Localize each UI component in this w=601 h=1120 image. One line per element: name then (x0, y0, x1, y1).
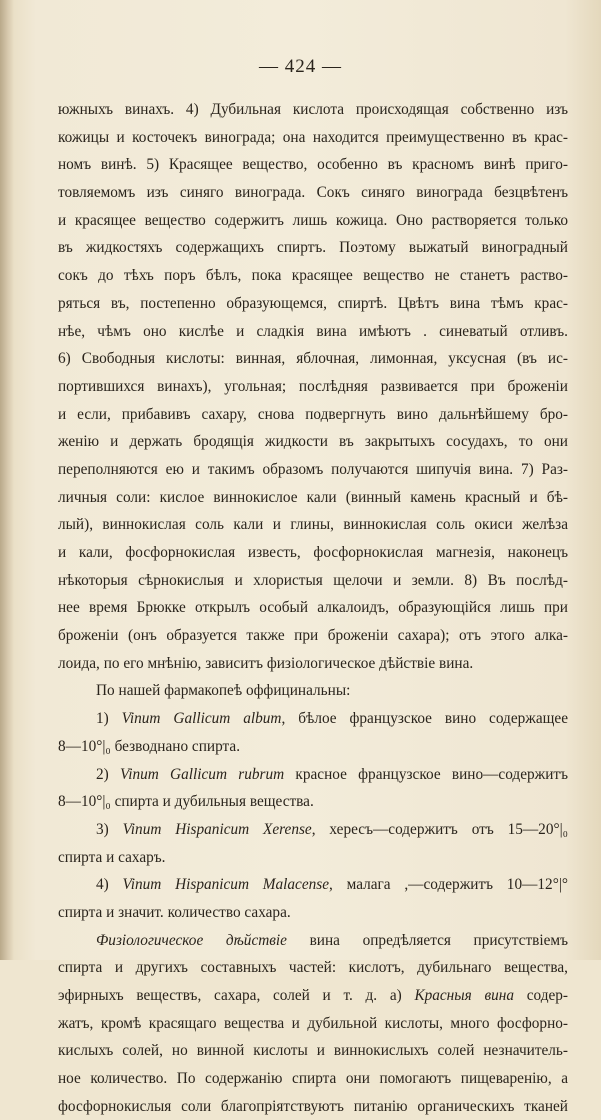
text-segment: 4) (96, 876, 123, 894)
italic-term: Vinum Gallicum album (121, 710, 282, 728)
text-line (58, 290, 568, 318)
text-segment: нее время Брюкке открылъ особый алкалоидъ, образующійся лишь при (58, 599, 568, 617)
text-line (58, 622, 568, 650)
text-segment: спирта и другихъ составныхъ частей: кислотъ, дубильнаго вещества, (58, 959, 568, 977)
text-line (58, 179, 568, 207)
text-segment: ное количество. По содержанію спирта они помогаютъ пищеваренію, а (58, 1070, 568, 1088)
text-segment: номъ винѣ. 5) Красящее вещество, особенно въ красномъ винѣ приго- (58, 156, 568, 174)
text-line (58, 456, 568, 484)
text-segment: ряться въ, постепенно образующемся, спиртѣ. Цвѣтъ вина тѣмъ крас- (58, 294, 568, 312)
text-segment: , хересъ—содержитъ отъ 15—20°|₀ (311, 820, 568, 838)
text-segment: , малага ,—содержитъ 10—12°|° (329, 876, 568, 894)
text-line (58, 567, 568, 595)
text-line (58, 124, 568, 152)
text-line (58, 539, 568, 567)
text-line (58, 982, 568, 1010)
text-line (58, 96, 568, 124)
text-line (58, 318, 568, 346)
text-line (58, 927, 568, 955)
text-segment: лоида, по его мнѣнію, зависитъ физіологическое дѣйствіе вина. (58, 654, 474, 672)
text-line (58, 594, 568, 622)
text-segment: эфирныхъ веществъ, сахара, солей и т. д. а) (58, 987, 415, 1004)
text-line (58, 871, 568, 899)
text-segment: въ жидкостяхъ содержащихъ спиртъ. Поэтому выжатый виноградный (58, 239, 568, 257)
text-segment: 3) (96, 820, 123, 838)
text-segment: спирта и значит. количество сахара. (58, 903, 291, 921)
text-line (58, 234, 568, 262)
binding-shadow (0, 0, 14, 960)
text-segment: кожицы и косточекъ винограда; она находится преимущественно въ крас- (58, 128, 568, 146)
text-line (58, 401, 568, 429)
text-line (58, 1037, 568, 1065)
text-segment: нѣе, чѣмъ оно кислѣе и сладкія вина имѣютъ . синеватый отливъ. (58, 322, 568, 340)
text-line (58, 484, 568, 512)
text-line (58, 428, 568, 456)
text-line (58, 733, 568, 761)
text-segment: 1) (96, 710, 122, 728)
text-segment: содер- (513, 987, 568, 1004)
text-segment: красное французское вино—содержитъ (284, 765, 568, 783)
text-segment: портившихся винахъ), угольная; послѣдняя развивается при броженіи (58, 377, 568, 395)
text-segment: переполняются ею и такимъ образомъ получаются шипучія вина. 7) Раз- (58, 460, 568, 478)
text-segment: 8—10°|₀ спирта и дубильныя вещества. (58, 793, 314, 811)
text-segment: фосфорнокислыя соли благопріятствуютъ питанію органическихъ тканей (58, 1097, 568, 1115)
text-line (58, 705, 568, 733)
text-segment: 8—10°|₀ безводнано спирта. (58, 737, 241, 755)
text-segment: нѣкоторыя сѣрнокислыя и хлористыя щелочи и земли. 8) Въ послѣд- (58, 571, 568, 589)
text-line (58, 207, 568, 235)
text-segment: лый), виннокислая соль кали и глины, виннокислая соль окиси желѣза (58, 516, 568, 534)
text-line (58, 1093, 568, 1120)
italic-term: Vinum Hispanicum Malacense (122, 876, 330, 894)
page-body-text (58, 96, 568, 1120)
page-number: — 424 — (259, 56, 342, 77)
italic-term: Физіологическое дѣйствіе (96, 931, 287, 949)
text-segment: женію и держать бродящія жидкости въ закрытыхъ сосудахъ, то они (58, 433, 568, 451)
text-line (58, 954, 568, 982)
text-segment: спирта и сахаръ. (58, 848, 166, 866)
text-segment: вина опредѣляется присутствіемъ (286, 931, 568, 949)
text-segment: личныя соли: кислое виннокислое кали (винный камень красный и бѣ- (58, 488, 568, 506)
text-line (58, 761, 568, 789)
text-segment: сокъ до тѣхъ поръ бѣлъ, пока красящее вещество не станетъ раство- (58, 267, 568, 285)
italic-term: Vinum Hispanicum Xerense (122, 820, 312, 838)
text-segment: 2) (96, 765, 120, 783)
text-line (58, 262, 568, 290)
text-line (58, 1010, 568, 1038)
text-line (58, 1065, 568, 1093)
text-line (58, 816, 568, 844)
text-segment: и кали, фосфорнокислая известь, фосфорнокислая магнезія, наконецъ (58, 544, 568, 561)
text-line (58, 899, 568, 927)
text-line (58, 373, 568, 401)
text-segment: южныхъ винахъ. 4) Дубильная кислота происходящая собственно изъ (58, 101, 568, 118)
text-segment: и если, прибавивъ сахару, снова подвергнуть вино дальнѣйшему бро- (58, 405, 568, 423)
text-line (58, 788, 568, 816)
text-segment: товляемомъ изъ синяго винограда. Сокъ синяго винограда безцвѣтенъ (58, 184, 568, 202)
text-segment: и красящее вещество содержитъ лишь кожица. Оно растворяется только (58, 211, 568, 229)
text-line (58, 677, 568, 705)
text-segment: 6) Свободныя кислоты: винная, яблочная, лимонная, уксусная (въ ис- (58, 350, 568, 368)
text-line (58, 844, 568, 872)
italic-term: Красныя вина (414, 987, 514, 1004)
text-segment: , бѣлое французское вино содержащее (281, 710, 568, 728)
text-line (58, 511, 568, 539)
text-segment: По нашей фармакопеѣ оффицинальны: (96, 682, 351, 700)
text-segment: кислыхъ солей, но винной кислоты и виннокислыхъ солей незначитель- (58, 1042, 568, 1060)
italic-term: Vinum Gallicum rubrum (120, 765, 285, 783)
text-segment: броженіи (онъ образуется также при броженіи сахара); отъ этого алка- (58, 627, 568, 645)
text-line (58, 650, 568, 678)
text-line (58, 345, 568, 373)
text-line (58, 151, 568, 179)
text-segment: жатъ, кромѣ красящаго вещества и дубильной кислоты, много фосфорно- (58, 1014, 568, 1032)
